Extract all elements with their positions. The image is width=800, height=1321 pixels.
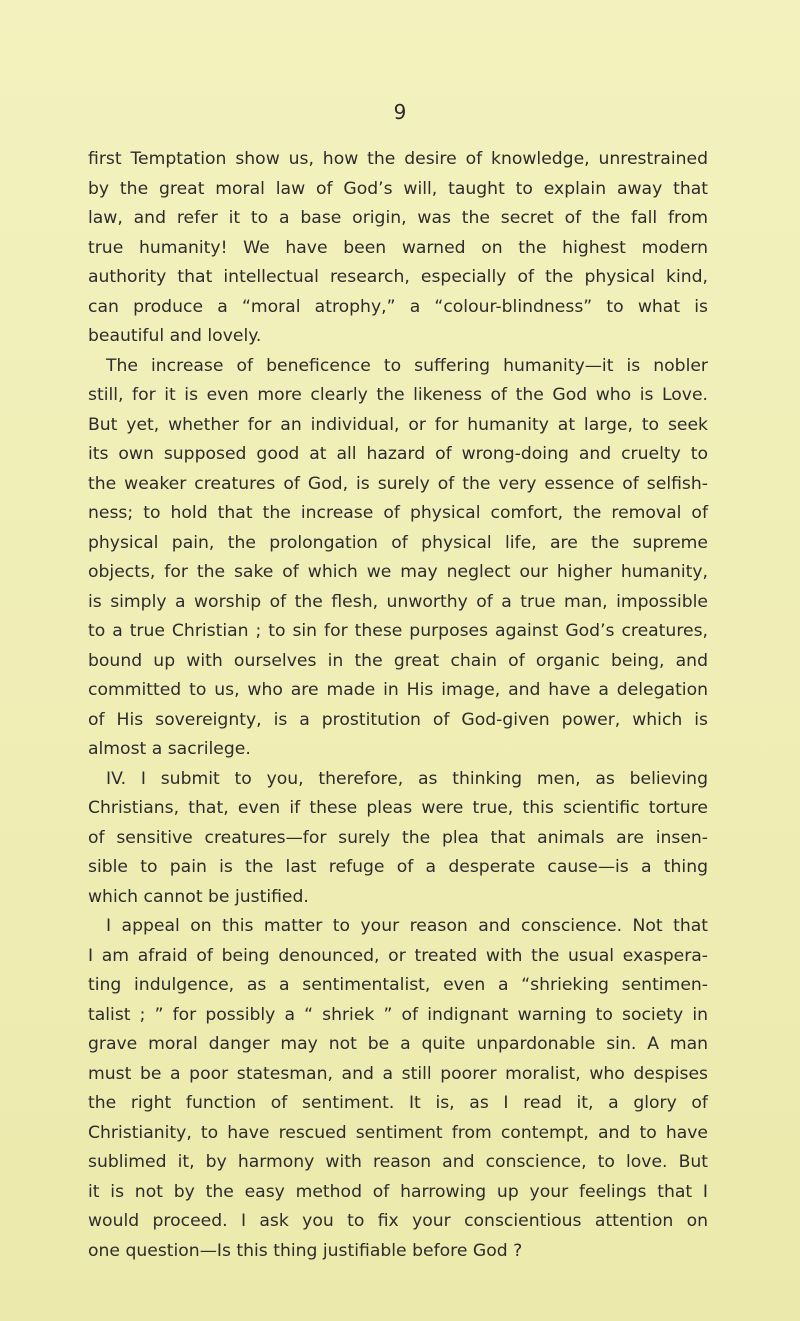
text-line: the right function of sentiment. It is, as I read it, a glory of bbox=[88, 1093, 708, 1113]
body-text bbox=[88, 145, 708, 1266]
text-line: by the great moral law of God’s will, taught to explain away that bbox=[88, 178, 708, 199]
text-line: one question—Is this thing justifiable before God ? bbox=[88, 1240, 523, 1261]
text-line: The increase of beneficence to suffering humanity—it is nobler bbox=[106, 355, 708, 376]
text-line: still, for it is even more clearly the likeness of the God who is Love. bbox=[88, 385, 708, 405]
text-line: But yet, whether for an individual, or for humanity at large, to seek bbox=[88, 414, 708, 435]
text-line: which cannot be justified. bbox=[88, 886, 309, 907]
text-line: it is not by the easy method of harrowing up your feelings that I bbox=[88, 1181, 708, 1202]
text-line: can produce a “moral atrophy,” a “colour-blindness” to what is bbox=[88, 296, 708, 317]
text-line: objects, for the sake of which we may neglect our higher humanity, bbox=[88, 562, 708, 582]
text-line: ting indulgence, as a sentimentalist, even a “shrieking sentimen- bbox=[88, 975, 708, 995]
text-line: law, and refer it to a base origin, was the secret of the fall from bbox=[88, 208, 708, 228]
text-line: I appeal on this matter to your reason and conscience. Not that bbox=[106, 916, 708, 936]
text-line: the weaker creatures of God, is surely of the very essence of selfish- bbox=[88, 473, 708, 494]
text-line: of His sovereignty, is a prostitution of God-given power, which is bbox=[88, 709, 708, 730]
text-line: sible to pain is the last refuge of a desperate cause—is a thing bbox=[88, 857, 708, 877]
text-line: IV. I submit to you, therefore, as thinking men, as believing bbox=[106, 768, 708, 789]
text-line: authority that intellectual research, especially of the physical kind, bbox=[88, 267, 708, 287]
text-line: physical pain, the prolongation of physical life, are the supreme bbox=[88, 532, 708, 553]
text-line: bound up with ourselves in the great chain of organic being, and bbox=[88, 650, 708, 671]
text-line: sublimed it, by harmony with reason and conscience, to love. But bbox=[88, 1152, 708, 1172]
text-line: almost a sacrilege. bbox=[88, 739, 251, 759]
text-line: to a true Christian ; to sin for these purposes against God’s creatures, bbox=[88, 621, 708, 641]
text-line: first Temptation show us, how the desire of knowledge, unrestrained bbox=[88, 149, 708, 169]
text-line: its own supposed good at all hazard of wrong-doing and cruelty to bbox=[88, 444, 708, 464]
text-line: would proceed. I ask you to fix your conscientious attention on bbox=[88, 1211, 708, 1231]
text-line: is simply a worship of the flesh, unworthy of a true man, impossible bbox=[88, 591, 708, 612]
text-line: I am afraid of being denounced, or treated with the usual exaspera- bbox=[88, 945, 708, 966]
text-line: ness; to hold that the increase of physical comfort, the removal of bbox=[88, 503, 708, 523]
text-line: Christians, that, even if these pleas were true, this scientific torture bbox=[88, 798, 708, 818]
text-line: committed to us, who are made in His image, and have a delegation bbox=[88, 680, 708, 700]
text-line: talist ; ” for possibly a “ shriek ” of indignant warning to society in bbox=[88, 1004, 708, 1025]
text-line: grave moral danger may not be a quite unpardonable sin. A man bbox=[88, 1034, 708, 1054]
page-number: 9 bbox=[393, 100, 407, 124]
text-line: beautiful and lovely. bbox=[88, 326, 262, 346]
text-line: must be a poor statesman, and a still poorer moralist, who despises bbox=[88, 1063, 708, 1084]
text-line: Christianity, to have rescued sentiment from contempt, and to have bbox=[88, 1122, 708, 1143]
text-line: of sensitive creatures—for surely the plea that animals are insen- bbox=[88, 827, 708, 848]
text-line: true humanity! We have been warned on the highest modern bbox=[88, 237, 708, 258]
